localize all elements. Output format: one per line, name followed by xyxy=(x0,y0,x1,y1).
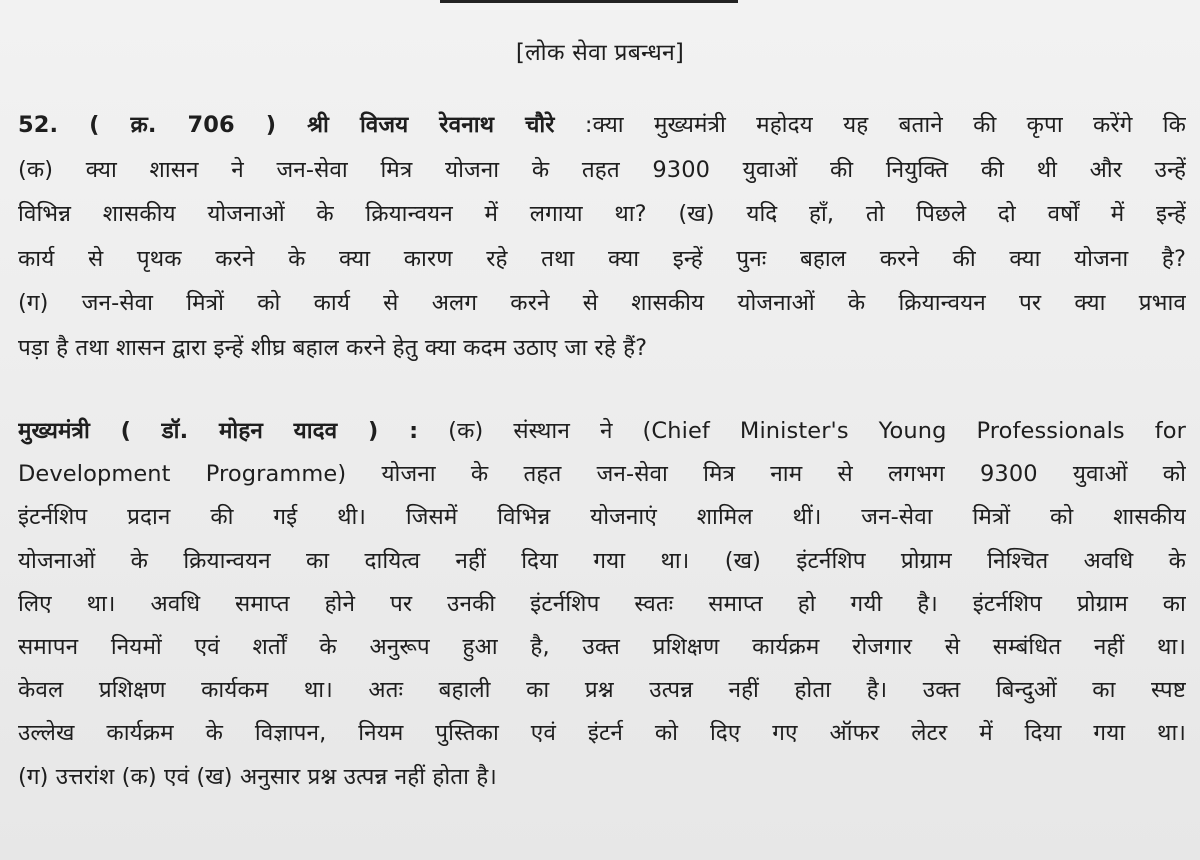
question-line: पड़ा है तथा शासन द्वारा इन्हें शीघ्र बहाल करने हेतु क्या कदम उठाए जा रहे हैं? xyxy=(18,334,648,361)
top-rule xyxy=(440,0,738,3)
answer-line: लिए था। अवधि समाप्त होने पर उनकी इंटर्नशिप स्वतः समाप्त हो गयी है। इंटर्नशिप प्रोग्राम का xyxy=(18,590,1186,617)
answer-line: केवल प्रशिक्षण कार्यकम था। अतः बहाली का प्रश्न उत्पन्न नहीं होता है। उक्त बिन्दुओं का स्पष्ट xyxy=(18,677,1186,704)
answer-line: Development Programme) योजना के तहत जन-सेवा मित्र नाम से लगभग 9300 युवाओं को xyxy=(18,461,1186,488)
question-block xyxy=(18,103,1186,370)
answer-speaker: मुख्यमंत्री ( डॉ. मोहन यादव ) : xyxy=(18,418,419,444)
answer-line: (ग) उत्तरांश (क) एवं (ख) अनुसार प्रश्न उत्पन्न नहीं होता है। xyxy=(18,763,497,790)
question-line: (क) क्या शासन ने जन-सेवा मित्र योजना के तहत 9300 युवाओं की नियुक्ति की थी और उन्हें xyxy=(18,156,1186,183)
answer-line xyxy=(18,410,1186,453)
answer-block xyxy=(18,410,1186,799)
question-line xyxy=(18,103,1186,148)
question-text: :क्या मुख्यमंत्री महोदय यह बताने की कृपा करेंगे कि xyxy=(554,112,1186,138)
question-line: विभिन्न शासकीय योजनाओं के क्रियान्वयन में लगाया था? (ख) यदि हाँ, तो पिछले दो वर्षों में इन्हें xyxy=(18,201,1186,227)
answer-line: समापन नियमों एवं शर्तों के अनुरूप हुआ है, उक्त प्रशिक्षण कार्यक्रम रोजगार से सम्बंधित नहीं था। xyxy=(18,633,1186,660)
answer-line: उल्लेख कार्यक्रम के विज्ञापन, नियम पुस्तिका एवं इंटर्न को दिए गए ऑफर लेटर में दिया गया था। xyxy=(18,720,1186,747)
question-number-and-member: 52. ( क्र. 706 ) श्री विजय रेवनाथ चौरे xyxy=(18,112,555,138)
answer-text: (क) संस्थान ने (Chief Minister's Young Professionals for xyxy=(418,418,1186,444)
section-heading: [लोक सेवा प्रबन्धन] xyxy=(515,40,685,66)
answer-line: इंटर्नशिप प्रदान की गई थी। जिसमें विभिन्न योजनाएं शामिल थीं। जन-सेवा मित्रों को शासकीय xyxy=(18,504,1186,531)
question-line: कार्य से पृथक करने के क्या कारण रहे तथा क्या इन्हें पुनः बहाल करने की क्या योजना है? xyxy=(18,245,1186,272)
question-line: (ग) जन-सेवा मित्रों को कार्य से अलग करने से शासकीय योजनाओं के क्रियान्वयन पर क्या प्रभाव xyxy=(18,290,1186,316)
answer-line: योजनाओं के क्रियान्वयन का दायित्व नहीं दिया गया था। (ख) इंटर्नशिप प्रोग्राम निश्चित अवधि के xyxy=(18,547,1186,574)
